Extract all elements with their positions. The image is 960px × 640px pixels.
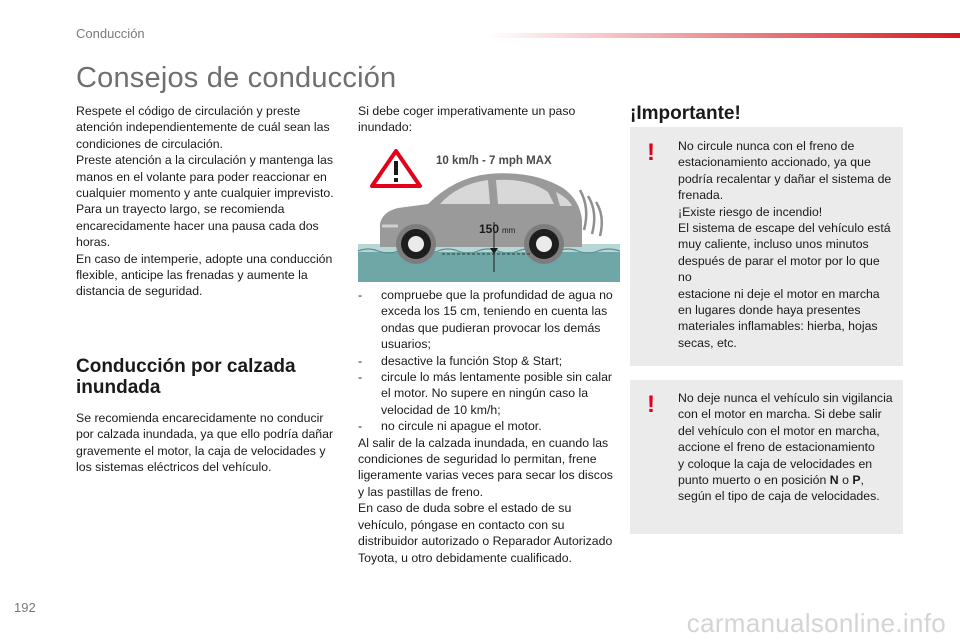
exclamation-icon: !: [647, 139, 655, 166]
warning-text: [678, 138, 893, 351]
flooded-road-illustration: [358, 148, 620, 282]
illustration-svg: [358, 148, 620, 282]
exclamation-icon: !: [647, 391, 655, 418]
text-line: gravemente el motor, la caja de velocidades y: [76, 443, 326, 458]
text-line: No circule nunca con el freno de: [678, 139, 855, 153]
text-line: En caso de duda sobre el estado de su: [358, 501, 572, 516]
heading-line: inundada: [76, 377, 161, 398]
section-label: Conducción: [76, 26, 145, 41]
list-item: [358, 418, 623, 434]
text-line: condiciones de circulación.: [76, 136, 223, 151]
text-line: Al salir de la calzada inundada, en cuando las: [358, 435, 609, 450]
flooded-road-heading: [76, 356, 336, 398]
text-line: ligeramente varias veces para secar los discos: [358, 468, 613, 483]
text-line: y coloque la caja de velocidades en: [678, 456, 873, 471]
intro-paragraph: [76, 103, 346, 300]
text-line: según el tipo de caja de velocidades.: [678, 489, 880, 504]
text-line: Toyota, u otro debidamente cualificado.: [358, 550, 572, 565]
text-line: podría recalentar y dañar el sistema de: [678, 171, 892, 186]
text-line: en lugares donde haya presentes: [678, 303, 861, 318]
page-number: 192: [14, 600, 36, 615]
text-line: flexible, anticipe las frenadas y aumente la: [76, 268, 308, 283]
text-line: En caso de intemperie, adopte una conducción: [76, 251, 333, 266]
text-line: velocidad de 10 km/h;: [381, 402, 501, 417]
page-title: Consejos de conducción: [76, 62, 397, 94]
text-fragment: o: [838, 473, 853, 488]
text-line: encarecidamente hacer una pausa cada dos: [76, 218, 319, 233]
water-band: [358, 251, 620, 282]
warning-triangle-icon: [372, 151, 420, 186]
text-line: horas.: [76, 235, 111, 250]
text-line: [678, 472, 893, 488]
text-line: atención independientemente de cuál sean las: [76, 120, 330, 135]
speed-limit-label: 10 km/h - 7 mph MAX: [436, 155, 552, 167]
text-line: Preste atención a la circulación y mantenga las: [76, 153, 334, 168]
flooded-lead: [358, 103, 623, 136]
heading-line: Conducción por calzada: [76, 356, 296, 377]
text-line: El sistema de escape del vehículo está: [678, 221, 891, 236]
flooded-road-paragraph: [76, 410, 348, 476]
text-line: accione el freno de estacionamiento: [678, 440, 875, 455]
header-rule: [488, 33, 960, 38]
text-line: frenada.: [678, 188, 724, 203]
text-line: distribuidor autorizado o Reparador Autorizado: [358, 534, 613, 549]
text-line: cualquier momento y ante cualquier imprevisto.: [76, 186, 334, 201]
text-line: estacionamiento accionado, ya que: [678, 155, 871, 170]
text-line: secas, etc.: [678, 335, 737, 350]
text-line: distancia de seguridad.: [76, 284, 203, 299]
text-line: - no circule ni apague el motor.: [381, 419, 542, 434]
text-line: el motor. No supere en ningún caso la: [381, 386, 589, 401]
text-line: vehículo, póngase en contacto con su: [358, 517, 565, 532]
text-line: del vehículo con el motor en marcha,: [678, 423, 880, 438]
text-line: manos en el volante para poder reaccionar en: [76, 169, 327, 184]
text-line: - desactive la función Stop & Start;: [381, 353, 563, 368]
depth-unit: mm: [502, 226, 516, 235]
text-line: con el motor en marcha. Si debe salir: [678, 407, 882, 422]
text-line: los sistemas eléctricos del vehículo.: [76, 460, 272, 475]
text-line: ondas que pudieran provocar los demás: [381, 320, 601, 335]
list-item: [358, 353, 623, 369]
text-fragment: punto muerto o en posición: [678, 473, 830, 488]
text-line: No deje nunca el vehículo sin vigilancia: [678, 391, 893, 405]
instruction-list: [358, 287, 623, 435]
text-line: inundado:: [358, 120, 413, 135]
flooded-instructions: [358, 287, 623, 566]
text-line: muy caliente, incluso unos minutos: [678, 237, 869, 252]
text-line: ¡Existe riesgo de incendio!: [678, 204, 823, 219]
important-heading: ¡Importante!: [630, 103, 741, 124]
text-fragment: ,: [860, 473, 864, 488]
text-line: exceda los 15 cm, teniendo en cuenta las: [381, 304, 608, 319]
list-item: [358, 287, 623, 353]
warning-box-unattended: [630, 380, 903, 534]
gear-key-p: P: [852, 473, 861, 488]
list-item: [358, 369, 623, 418]
text-line: Si debe coger imperativamente un paso: [358, 104, 576, 118]
text-line: condiciones de seguridad lo permitan, frene: [358, 452, 597, 467]
text-line: usuarios;: [381, 337, 431, 352]
text-line: - circule lo más lentamente posible sin calar: [381, 370, 613, 385]
text-line: materiales inflamables: hierba, hojas: [678, 319, 878, 334]
text-line: por calzada inundada, ya que ello podría dañar: [76, 427, 334, 442]
text-line: Se recomienda encarecidamente no conducir: [76, 411, 324, 425]
text-line: y las pastillas de freno.: [358, 484, 484, 499]
text-line: después de parar el motor por lo que no: [678, 253, 880, 285]
warning-box-parking-brake: [630, 127, 903, 366]
gear-key-n: N: [829, 473, 839, 488]
watermark: carmanualsonline.info: [686, 608, 946, 638]
depth-value: 150: [479, 222, 500, 236]
text-line: Respete el código de circulación y preste: [76, 104, 301, 118]
text-line: estacione ni deje el motor en marcha: [678, 286, 880, 301]
motion-lines-icon: [580, 190, 602, 236]
warning-text: [678, 390, 893, 505]
text-line: Para un trayecto largo, se recomienda: [76, 202, 285, 217]
text-line: - compruebe que la profundidad de agua no: [381, 288, 613, 302]
